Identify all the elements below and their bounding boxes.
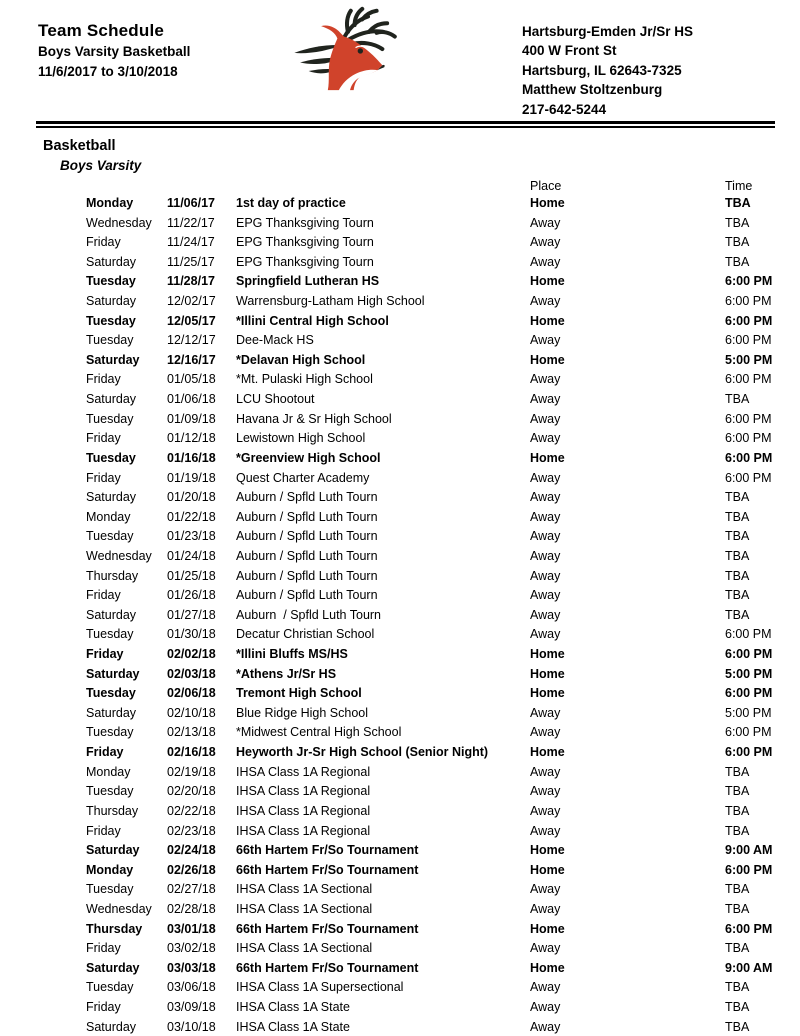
time-cell: 6:00 PM [725, 333, 772, 348]
place-cell: Away [530, 803, 561, 818]
time-cell: TBA [725, 548, 750, 563]
schedule-row [0, 213, 800, 233]
team-subtitle: Boys Varsity Basketball [38, 44, 191, 59]
page-title: Team Schedule [38, 21, 165, 40]
time-cell: 6:00 PM [725, 627, 772, 642]
time-column-header: Time [725, 179, 753, 193]
event-cell: *Illini Bluffs MS/HS [236, 647, 348, 662]
date-cell: 02/28/18 [167, 901, 216, 916]
schedule-row [0, 252, 800, 272]
schedule-row [0, 428, 800, 448]
day-cell: Monday [86, 862, 134, 877]
day-cell: Saturday [86, 666, 140, 681]
place-cell: Away [530, 548, 561, 563]
time-cell: 5:00 PM [725, 705, 772, 720]
event-cell: IHSA Class 1A State [236, 1019, 350, 1034]
place-cell: Away [530, 588, 561, 603]
day-cell: Saturday [86, 294, 137, 309]
place-cell: Away [530, 294, 561, 309]
event-cell: Heyworth Jr-Sr High School (Senior Night) [236, 745, 489, 760]
event-cell: Tremont High School [236, 686, 362, 701]
event-cell: Auburn / Spfld Luth Tourn [236, 568, 378, 583]
place-cell: Home [530, 196, 565, 210]
event-cell: Auburn / Spfld Luth Tourn [236, 548, 378, 563]
time-cell: 6:00 PM [725, 274, 773, 289]
event-cell: Auburn / Spfld Luth Tourn [236, 529, 378, 544]
event-cell: *Delavan High School [236, 352, 366, 367]
day-cell: Friday [86, 470, 121, 485]
date-cell: 02/13/18 [167, 725, 216, 740]
schedule-row [0, 664, 800, 684]
place-cell: Away [530, 235, 561, 250]
schedule-row [0, 330, 800, 350]
event-cell: 66th Hartem Fr/So Tournament [236, 862, 419, 877]
date-cell: 01/06/18 [167, 392, 216, 407]
date-cell: 01/23/18 [167, 529, 216, 544]
date-cell: 01/09/18 [167, 411, 216, 426]
time-cell: TBA [725, 490, 750, 505]
day-cell: Tuesday [86, 529, 134, 544]
time-cell: TBA [725, 254, 750, 269]
place-cell: Home [530, 666, 565, 681]
sport-heading: Basketball [43, 138, 116, 154]
day-cell: Tuesday [86, 313, 136, 328]
time-cell: 6:00 PM [725, 294, 772, 309]
place-column-header: Place [530, 179, 562, 193]
place-cell: Away [530, 784, 561, 799]
place-cell: Away [530, 941, 561, 956]
schedule-row [0, 644, 800, 664]
time-cell: 9:00 AM [725, 960, 773, 975]
date-cell: 01/27/18 [167, 607, 216, 622]
schedule-row [0, 958, 800, 978]
date-cell: 02/23/18 [167, 823, 216, 838]
schedule-row [0, 232, 800, 252]
event-cell: 66th Hartem Fr/So Tournament [236, 960, 419, 975]
event-cell: 1st day of practice [236, 196, 346, 210]
date-cell: 02/22/18 [167, 803, 216, 818]
time-cell: 6:00 PM [725, 411, 772, 426]
time-cell: 6:00 PM [725, 921, 773, 936]
schedule-row [0, 546, 800, 566]
day-cell: Saturday [86, 960, 140, 975]
schedule-row [0, 1017, 800, 1036]
schedule-row [0, 566, 800, 586]
event-cell: Quest Charter Academy [236, 470, 370, 485]
day-cell: Monday [86, 196, 134, 210]
date-cell: 11/25/17 [167, 254, 215, 269]
date-cell: 01/19/18 [167, 470, 216, 485]
day-cell: Tuesday [86, 333, 134, 348]
day-cell: Thursday [86, 568, 139, 583]
place-cell: Away [530, 607, 561, 622]
day-cell: Friday [86, 823, 121, 838]
schedule-row [0, 703, 800, 723]
time-cell: TBA [725, 764, 750, 779]
day-cell: Saturday [86, 607, 137, 622]
time-cell: TBA [725, 607, 750, 622]
time-cell: 6:00 PM [725, 470, 772, 485]
schedule-row [0, 742, 800, 762]
schedule-row [0, 683, 800, 703]
schedule-row [0, 879, 800, 899]
place-cell: Home [530, 352, 565, 367]
date-cell: 01/30/18 [167, 627, 216, 642]
place-cell: Away [530, 568, 561, 583]
schedule-row [0, 448, 800, 468]
event-cell: Auburn / Spfld Luth Tourn [236, 607, 382, 622]
day-cell: Monday [86, 509, 131, 524]
schedule-row [0, 624, 800, 644]
day-cell: Friday [86, 941, 121, 956]
time-cell: TBA [725, 568, 750, 583]
contact-phone: 217-642-5244 [522, 101, 607, 117]
event-cell: LCU Shootout [236, 392, 315, 407]
place-cell: Away [530, 392, 561, 407]
time-cell: 5:00 PM [725, 666, 773, 681]
time-cell: 9:00 AM [725, 843, 773, 858]
date-cell: 01/05/18 [167, 372, 216, 387]
schedule-column-headers [0, 179, 800, 193]
school-address-line1: 400 W Front St [522, 43, 617, 59]
time-cell: TBA [725, 215, 750, 230]
event-cell: IHSA Class 1A Regional [236, 823, 371, 838]
date-cell: 02/02/18 [167, 647, 216, 662]
time-cell: TBA [725, 980, 750, 995]
date-cell: 01/26/18 [167, 588, 216, 603]
schedule-row [0, 271, 800, 291]
day-cell: Thursday [86, 803, 139, 818]
date-cell: 02/20/18 [167, 784, 216, 799]
place-cell: Away [530, 980, 561, 995]
day-cell: Tuesday [86, 411, 134, 426]
place-cell: Away [530, 411, 561, 426]
schedule-row [0, 487, 800, 507]
time-cell: TBA [725, 392, 750, 407]
day-cell: Friday [86, 647, 124, 662]
school-address-line2: Hartsburg, IL 62643-7325 [522, 62, 682, 78]
day-cell: Monday [86, 764, 131, 779]
schedule-row [0, 722, 800, 742]
place-cell: Away [530, 372, 561, 387]
event-cell: EPG Thanksgiving Tourn [236, 215, 374, 230]
event-cell: Warrensburg-Latham High School [236, 294, 425, 309]
time-cell: TBA [725, 999, 750, 1014]
time-cell: 6:00 PM [725, 745, 773, 760]
time-cell: 6:00 PM [725, 647, 773, 662]
place-cell: Home [530, 647, 565, 662]
date-cell: 12/05/17 [167, 313, 216, 328]
header-contact-block [522, 22, 693, 119]
event-cell: *Athens Jr/Sr HS [236, 666, 337, 681]
day-cell: Saturday [86, 254, 137, 269]
date-cell: 02/24/18 [167, 843, 216, 858]
schedule-row [0, 350, 800, 370]
place-cell: Away [530, 470, 561, 485]
schedule-row [0, 389, 800, 409]
time-cell: 6:00 PM [725, 313, 773, 328]
day-cell: Tuesday [86, 450, 136, 465]
date-cell: 11/22/17 [167, 215, 215, 230]
date-cell: 01/24/18 [167, 548, 216, 563]
event-cell: IHSA Class 1A Regional [236, 803, 371, 818]
date-cell: 02/26/18 [167, 862, 216, 877]
schedule-row [0, 762, 800, 782]
schedule-table [0, 179, 800, 1036]
day-cell: Tuesday [86, 686, 136, 701]
date-cell: 03/01/18 [167, 921, 216, 936]
date-cell: 02/06/18 [167, 686, 216, 701]
schedule-row [0, 526, 800, 546]
event-cell: Auburn / Spfld Luth Tourn [236, 490, 378, 505]
schedule-row [0, 801, 800, 821]
stag-mascot-logo-icon [292, 6, 400, 94]
event-cell: Havana Jr & Sr High School [236, 411, 392, 426]
place-cell: Away [530, 333, 561, 348]
day-cell: Tuesday [86, 784, 134, 799]
schedule-row [0, 899, 800, 919]
day-cell: Friday [86, 372, 121, 387]
date-cell: 12/12/17 [167, 333, 216, 348]
schedule-row [0, 193, 800, 213]
place-cell: Away [530, 490, 561, 505]
time-cell: TBA [725, 901, 750, 916]
schedule-row [0, 821, 800, 841]
date-cell: 03/10/18 [167, 1019, 216, 1034]
team-level-heading: Boys Varsity [60, 158, 142, 173]
event-cell: Auburn / Spfld Luth Tourn [236, 588, 378, 603]
time-cell: 6:00 PM [725, 686, 773, 701]
schedule-row [0, 369, 800, 389]
schedule-row [0, 507, 800, 527]
date-cell: 01/12/18 [167, 431, 216, 446]
event-cell: IHSA Class 1A State [236, 999, 350, 1014]
place-cell: Away [530, 254, 561, 269]
event-cell: IHSA Class 1A Regional [236, 764, 371, 779]
schedule-row [0, 311, 800, 331]
place-cell: Away [530, 627, 561, 642]
place-cell: Away [530, 901, 561, 916]
schedule-row [0, 291, 800, 311]
schedule-row [0, 468, 800, 488]
event-cell: *Mt. Pulaski High School [236, 372, 373, 387]
date-cell: 01/22/18 [167, 509, 216, 524]
schedule-row [0, 977, 800, 997]
time-cell: TBA [725, 196, 751, 210]
event-cell: IHSA Class 1A Supersectional [236, 980, 404, 995]
place-cell: Home [530, 862, 565, 877]
day-cell: Friday [86, 999, 121, 1014]
day-cell: Wednesday [86, 901, 152, 916]
event-cell: Decatur Christian School [236, 627, 375, 642]
date-cell: 02/27/18 [167, 882, 216, 897]
time-cell: 6:00 PM [725, 431, 772, 446]
place-cell: Away [530, 431, 561, 446]
day-cell: Tuesday [86, 980, 134, 995]
place-cell: Away [530, 705, 561, 720]
time-cell: 6:00 PM [725, 450, 773, 465]
date-cell: 03/06/18 [167, 980, 216, 995]
place-cell: Away [530, 1019, 561, 1034]
event-cell: 66th Hartem Fr/So Tournament [236, 921, 419, 936]
event-cell: IHSA Class 1A Sectional [236, 882, 373, 897]
place-cell: Away [530, 882, 561, 897]
schedule-row [0, 938, 800, 958]
event-cell: *Midwest Central High School [236, 725, 402, 740]
time-cell: 6:00 PM [725, 862, 773, 877]
event-cell: Springfield Lutheran HS [236, 274, 380, 289]
time-cell: 6:00 PM [725, 372, 772, 387]
day-cell: Tuesday [86, 882, 134, 897]
time-cell: TBA [725, 941, 750, 956]
place-cell: Away [530, 509, 561, 524]
day-cell: Saturday [86, 490, 137, 505]
event-cell: IHSA Class 1A Regional [236, 784, 371, 799]
season-date-range: 11/6/2017 to 3/10/2018 [38, 64, 178, 79]
time-cell: 5:00 PM [725, 352, 773, 367]
place-cell: Home [530, 450, 565, 465]
event-cell: *Greenview High School [236, 450, 381, 465]
date-cell: 02/10/18 [167, 705, 216, 720]
day-cell: Saturday [86, 705, 137, 720]
schedule-row [0, 997, 800, 1017]
event-cell: IHSA Class 1A Sectional [236, 901, 373, 916]
event-cell: EPG Thanksgiving Tourn [236, 254, 374, 269]
place-cell: Home [530, 745, 565, 760]
header-left-block [38, 20, 190, 81]
day-cell: Friday [86, 235, 121, 250]
date-cell: 01/20/18 [167, 490, 216, 505]
time-cell: 6:00 PM [725, 725, 772, 740]
time-cell: TBA [725, 882, 750, 897]
place-cell: Home [530, 274, 565, 289]
school-name: Hartsburg-Emden Jr/Sr HS [522, 24, 694, 39]
time-cell: TBA [725, 529, 750, 544]
place-cell: Away [530, 725, 561, 740]
day-cell: Saturday [86, 1019, 137, 1034]
schedule-row [0, 840, 800, 860]
day-cell: Friday [86, 431, 121, 446]
event-cell: 66th Hartem Fr/So Tournament [236, 843, 419, 858]
event-cell: Auburn / Spfld Luth Tourn [236, 509, 378, 524]
day-cell: Tuesday [86, 725, 134, 740]
schedule-rows [0, 193, 800, 1036]
schedule-row [0, 781, 800, 801]
day-cell: Saturday [86, 843, 140, 858]
day-cell: Saturday [86, 392, 137, 407]
place-cell: Home [530, 843, 565, 858]
date-cell: 03/03/18 [167, 960, 216, 975]
schedule-row [0, 919, 800, 939]
date-cell: 01/25/18 [167, 568, 216, 583]
day-cell: Wednesday [86, 215, 152, 230]
date-cell: 03/09/18 [167, 999, 216, 1014]
day-cell: Thursday [86, 921, 143, 936]
date-cell: 12/02/17 [167, 294, 216, 309]
day-cell: Friday [86, 588, 121, 603]
schedule-row [0, 605, 800, 625]
time-cell: TBA [725, 509, 750, 524]
place-cell: Home [530, 960, 565, 975]
event-cell: Blue Ridge High School [236, 705, 369, 720]
event-cell: EPG Thanksgiving Tourn [236, 235, 374, 250]
time-cell: TBA [725, 803, 750, 818]
time-cell: TBA [725, 588, 750, 603]
date-cell: 12/16/17 [167, 352, 216, 367]
contact-name: Matthew Stoltzenburg [522, 82, 663, 98]
date-cell: 02/16/18 [167, 745, 216, 760]
day-cell: Wednesday [86, 548, 152, 563]
time-cell: TBA [725, 823, 750, 838]
place-cell: Home [530, 686, 565, 701]
schedule-row [0, 860, 800, 880]
event-cell: Dee-Mack HS [236, 333, 314, 348]
time-cell: TBA [725, 1019, 750, 1034]
day-cell: Saturday [86, 352, 140, 367]
place-cell: Away [530, 215, 561, 230]
event-cell: *Illini Central High School [236, 313, 389, 328]
day-cell: Friday [86, 745, 124, 760]
day-cell: Tuesday [86, 627, 134, 642]
date-cell: 01/16/18 [167, 450, 216, 465]
event-cell: Lewistown High School [236, 431, 366, 446]
date-cell: 11/06/17 [167, 196, 215, 210]
place-cell: Away [530, 823, 561, 838]
schedule-row [0, 409, 800, 429]
schedule-row [0, 585, 800, 605]
header-divider [36, 121, 775, 128]
place-cell: Home [530, 921, 565, 936]
place-cell: Away [530, 764, 561, 779]
day-cell: Tuesday [86, 274, 136, 289]
time-cell: TBA [725, 784, 750, 799]
date-cell: 02/03/18 [167, 666, 216, 681]
place-cell: Away [530, 999, 561, 1014]
place-cell: Home [530, 313, 565, 328]
date-cell: 02/19/18 [167, 764, 216, 779]
event-cell: IHSA Class 1A Sectional [236, 941, 373, 956]
date-cell: 11/24/17 [167, 235, 215, 250]
date-cell: 03/02/18 [167, 941, 216, 956]
place-cell: Away [530, 529, 561, 544]
time-cell: TBA [725, 235, 750, 250]
date-cell: 11/28/17 [167, 274, 215, 289]
